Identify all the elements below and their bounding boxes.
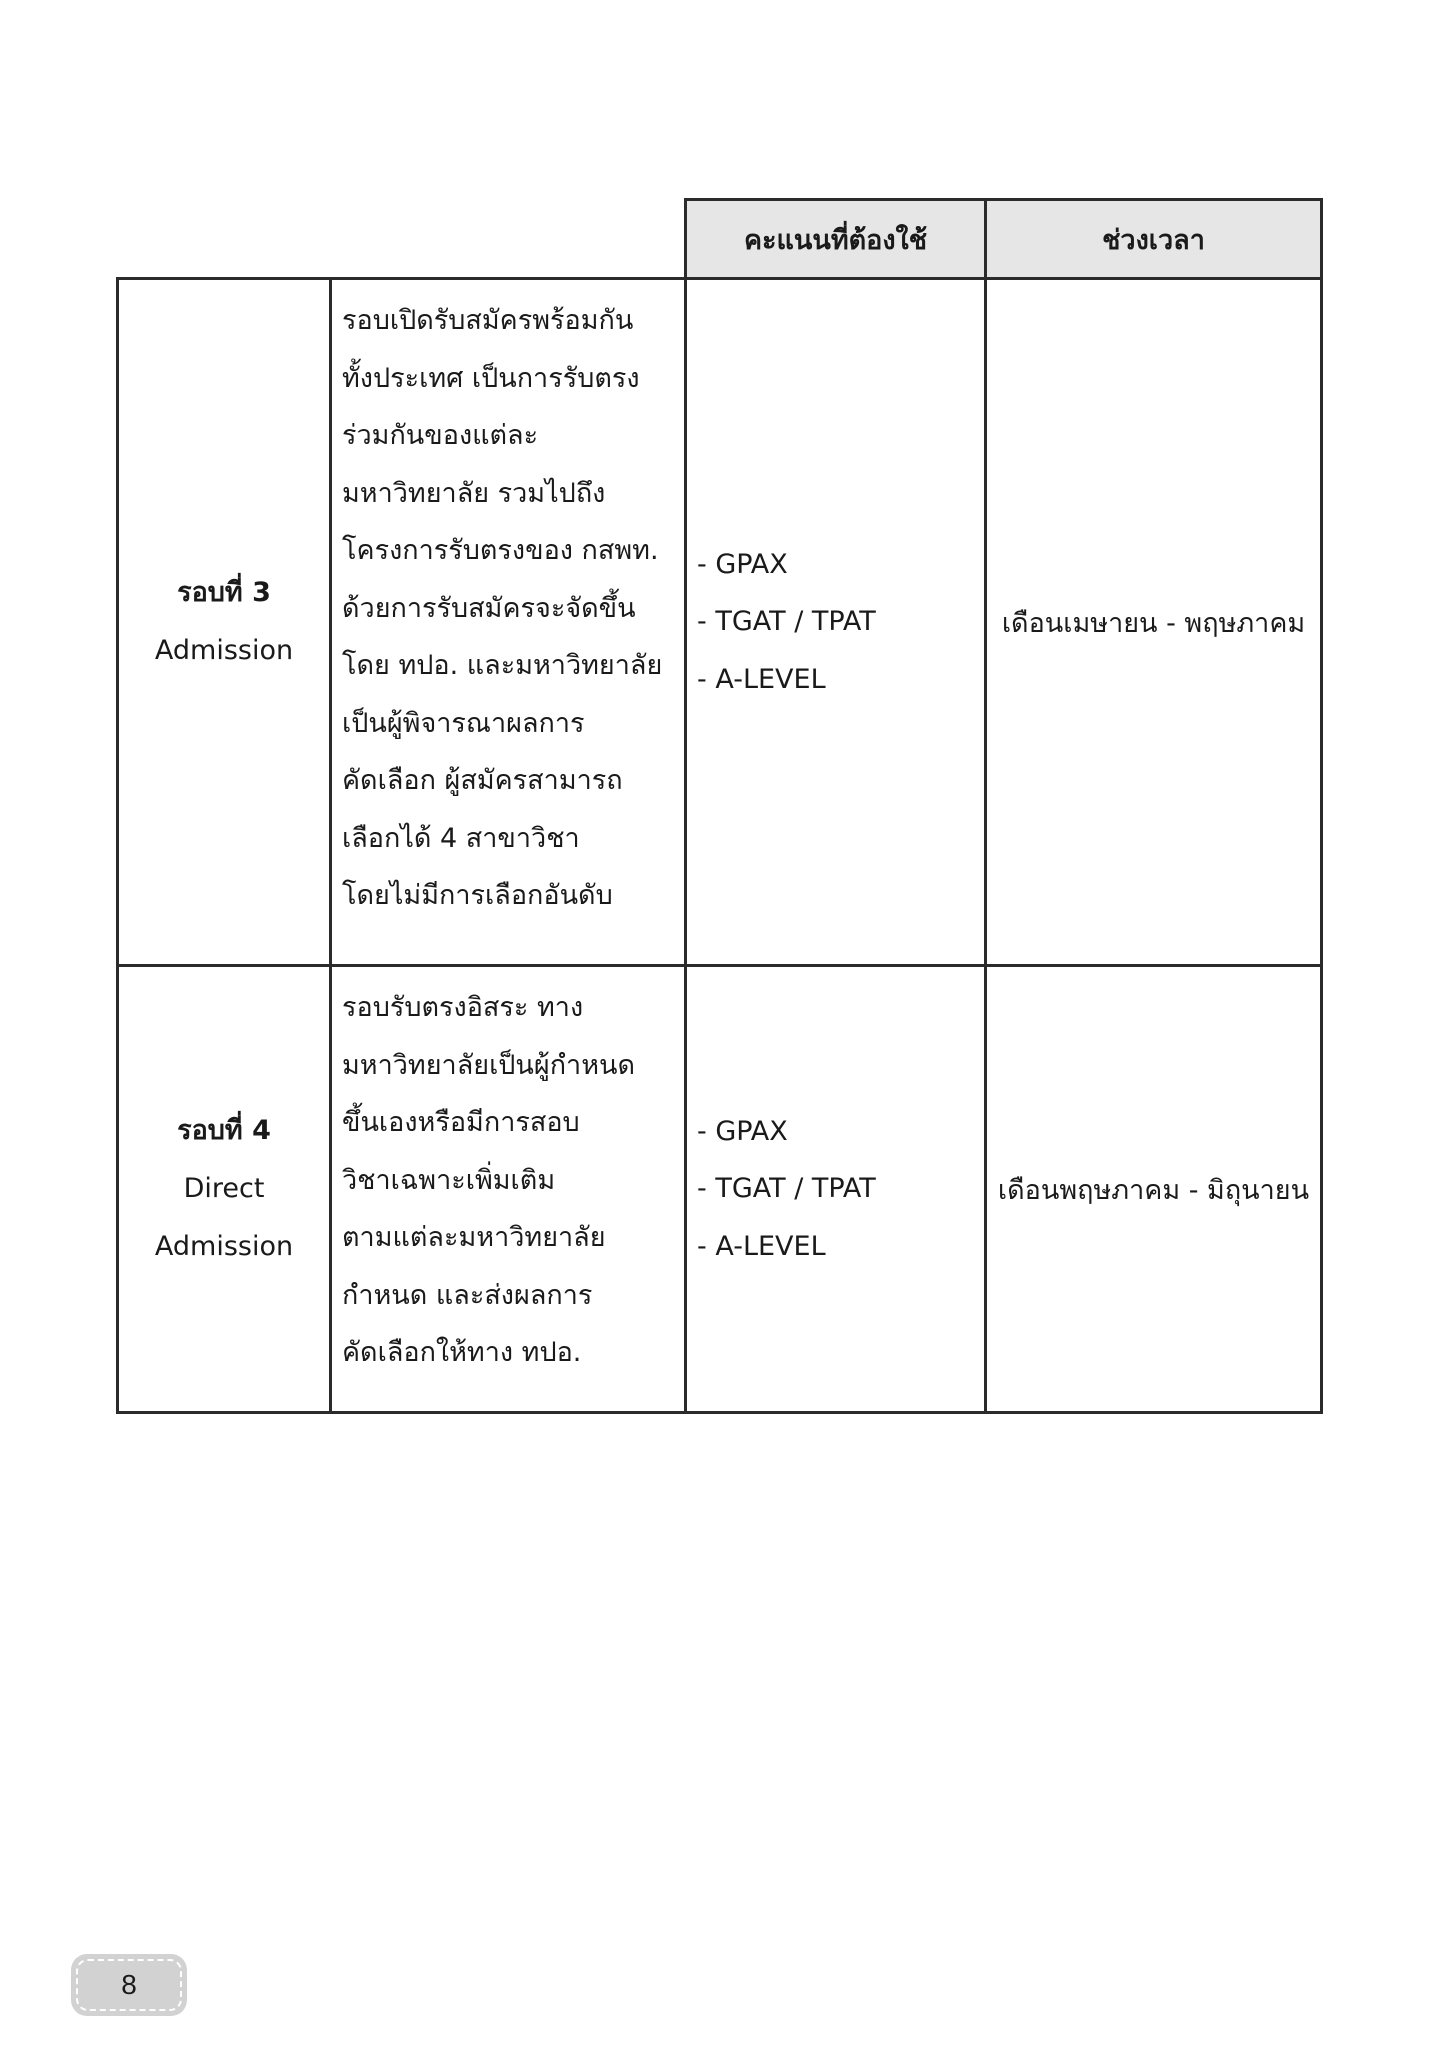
round-subtitle: Direct bbox=[183, 1173, 265, 1204]
description-line: ขึ้นเองหรือมีการสอบ bbox=[342, 1107, 580, 1138]
round-cell bbox=[118, 966, 331, 1413]
description-cell bbox=[331, 966, 686, 1413]
score-item: - TGAT / TPAT bbox=[697, 1173, 876, 1205]
description-cell bbox=[331, 279, 686, 966]
table-header-row bbox=[118, 200, 1322, 279]
admission-rounds-table bbox=[116, 198, 1323, 1414]
score-cell bbox=[686, 279, 986, 966]
page-number-badge bbox=[71, 1954, 187, 2016]
description-line: รอบเปิดรับสมัครพร้อมกัน bbox=[342, 305, 634, 336]
header-blank-cell bbox=[118, 200, 686, 279]
round-title: รอบที่ 4 bbox=[177, 1115, 271, 1146]
table-row-round-3 bbox=[118, 279, 1322, 966]
description-line: โครงการรับตรงของ กสพท. bbox=[342, 535, 659, 566]
description-line: โดยไม่มีการเลือกอันดับ bbox=[342, 880, 613, 911]
description-line: เลือกได้ 4 สาขาวิชา bbox=[342, 822, 580, 854]
description-line: โดย ทปอ. และมหาวิทยาลัย bbox=[342, 650, 663, 681]
description-line: เป็นผู้พิจารณาผลการ bbox=[342, 707, 585, 739]
header-score: คะแนนที่ต้องใช้ bbox=[686, 200, 986, 279]
description-line: ร่วมกันของแต่ละ bbox=[342, 420, 539, 451]
page-number: 8 bbox=[121, 1969, 137, 2000]
round-cell bbox=[118, 279, 331, 966]
description-line: รอบรับตรงอิสระ ทาง bbox=[342, 992, 584, 1023]
score-item: - A-LEVEL bbox=[697, 1230, 826, 1262]
description-line: คัดเลือก ผู้สมัครสามารถ bbox=[342, 765, 623, 796]
description-line: มหาวิทยาลัย รวมไปถึง bbox=[342, 477, 606, 509]
description-line: ตามแต่ละมหาวิทยาลัย bbox=[342, 1222, 606, 1253]
score-cell bbox=[686, 966, 986, 1413]
description-line: ทั้งประเทศ เป็นการรับตรง bbox=[342, 362, 640, 394]
description-line: มหาวิทยาลัยเป็นผู้กำหนด bbox=[342, 1049, 636, 1081]
period-cell: เดือนเมษายน - พฤษภาคม bbox=[986, 279, 1322, 966]
table-row-round-4 bbox=[118, 966, 1322, 1413]
score-item: - GPAX bbox=[697, 1115, 788, 1147]
round-subtitle: Admission bbox=[154, 635, 294, 666]
description-line: กำหนด และส่งผลการ bbox=[342, 1279, 593, 1311]
score-item: - A-LEVEL bbox=[697, 663, 826, 695]
score-item: - GPAX bbox=[697, 548, 788, 580]
round-subtitle: Admission bbox=[154, 1231, 294, 1262]
description-line: คัดเลือกให้ทาง ทปอ. bbox=[342, 1337, 582, 1368]
period-cell: เดือนพฤษภาคม - มิถุนายน bbox=[986, 966, 1322, 1413]
score-item: - TGAT / TPAT bbox=[697, 606, 876, 638]
header-period: ช่วงเวลา bbox=[986, 200, 1322, 279]
description-line: ด้วยการรับสมัครจะจัดขึ้น bbox=[342, 592, 636, 624]
round-title: รอบที่ 3 bbox=[177, 577, 271, 608]
description-line: วิชาเฉพาะเพิ่มเติม bbox=[342, 1164, 556, 1196]
